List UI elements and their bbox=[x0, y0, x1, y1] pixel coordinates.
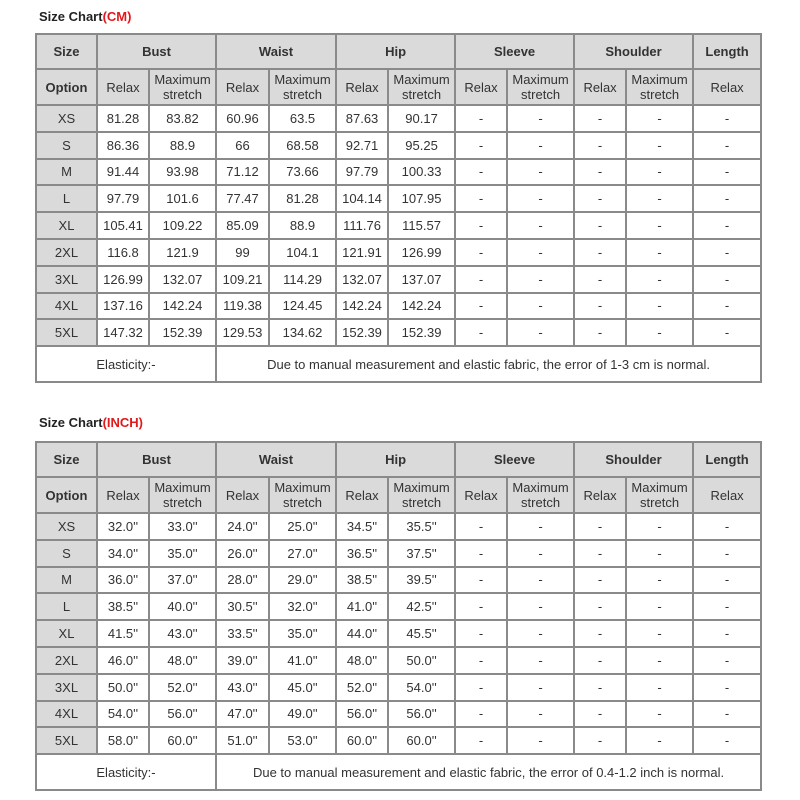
value-cell: - bbox=[626, 319, 693, 346]
value-cell: - bbox=[693, 239, 761, 266]
value-cell: - bbox=[455, 647, 507, 674]
value-cell: 95.25 bbox=[388, 132, 455, 159]
value-cell: 25.0'' bbox=[269, 513, 336, 540]
value-cell: 39.0'' bbox=[216, 647, 269, 674]
value-cell: - bbox=[455, 727, 507, 754]
max-stretch-subheader: Maximum stretch bbox=[626, 477, 693, 513]
size-cell: 3XL bbox=[36, 266, 97, 293]
value-cell: 56.0'' bbox=[149, 701, 216, 728]
value-cell: - bbox=[693, 132, 761, 159]
value-cell: - bbox=[455, 293, 507, 320]
value-cell: 73.66 bbox=[269, 159, 336, 186]
value-cell: 104.1 bbox=[269, 239, 336, 266]
size-cell: 5XL bbox=[36, 727, 97, 754]
value-cell: - bbox=[693, 701, 761, 728]
value-cell: - bbox=[626, 727, 693, 754]
value-cell: - bbox=[626, 132, 693, 159]
value-cell: - bbox=[693, 593, 761, 620]
value-cell: 38.5'' bbox=[336, 567, 388, 594]
relax-subheader: Relax bbox=[216, 477, 269, 513]
value-cell: 32.0'' bbox=[269, 593, 336, 620]
value-cell: 47.0'' bbox=[216, 701, 269, 728]
value-cell: - bbox=[574, 674, 626, 701]
max-stretch-subheader: Maximum stretch bbox=[269, 477, 336, 513]
value-cell: 100.33 bbox=[388, 159, 455, 186]
size-chart-inch-table bbox=[35, 441, 762, 791]
max-stretch-subheader: Maximum stretch bbox=[269, 69, 336, 105]
value-cell: - bbox=[626, 159, 693, 186]
value-cell: 109.22 bbox=[149, 212, 216, 239]
table-row bbox=[36, 266, 761, 293]
value-cell: 33.5'' bbox=[216, 620, 269, 647]
value-cell: 68.58 bbox=[269, 132, 336, 159]
group-header-hip: Hip bbox=[336, 34, 455, 69]
header-row bbox=[36, 442, 761, 477]
value-cell: 115.57 bbox=[388, 212, 455, 239]
value-cell: - bbox=[507, 132, 574, 159]
value-cell: - bbox=[455, 513, 507, 540]
value-cell: - bbox=[455, 567, 507, 594]
value-cell: - bbox=[507, 593, 574, 620]
value-cell: - bbox=[507, 212, 574, 239]
group-header-shoulder: Shoulder bbox=[574, 442, 693, 477]
size-cell: 2XL bbox=[36, 647, 97, 674]
value-cell: 124.45 bbox=[269, 293, 336, 320]
value-cell: 81.28 bbox=[269, 185, 336, 212]
relax-subheader: Relax bbox=[693, 477, 761, 513]
value-cell: - bbox=[574, 701, 626, 728]
title-text: Size Chart bbox=[39, 415, 103, 430]
value-cell: - bbox=[455, 185, 507, 212]
table-row bbox=[36, 293, 761, 320]
value-cell: - bbox=[574, 620, 626, 647]
size-cell: XL bbox=[36, 620, 97, 647]
size-cell: XS bbox=[36, 105, 97, 132]
value-cell: 54.0'' bbox=[388, 674, 455, 701]
group-header-sleeve: Sleeve bbox=[455, 442, 574, 477]
value-cell: 91.44 bbox=[97, 159, 149, 186]
value-cell: - bbox=[455, 674, 507, 701]
group-header-length: Length bbox=[693, 442, 761, 477]
value-cell: 42.5'' bbox=[388, 593, 455, 620]
value-cell: - bbox=[455, 319, 507, 346]
value-cell: 52.0'' bbox=[149, 674, 216, 701]
value-cell: - bbox=[455, 212, 507, 239]
value-cell: 44.0'' bbox=[336, 620, 388, 647]
size-chart-cm-table bbox=[35, 33, 762, 383]
value-cell: - bbox=[693, 212, 761, 239]
value-cell: 49.0'' bbox=[269, 701, 336, 728]
value-cell: - bbox=[574, 185, 626, 212]
table-row bbox=[36, 647, 761, 674]
value-cell: - bbox=[507, 293, 574, 320]
value-cell: - bbox=[626, 513, 693, 540]
value-cell: 121.9 bbox=[149, 239, 216, 266]
value-cell: - bbox=[574, 132, 626, 159]
value-cell: 93.98 bbox=[149, 159, 216, 186]
size-header: Size bbox=[36, 34, 97, 69]
value-cell: - bbox=[626, 620, 693, 647]
value-cell: 60.0'' bbox=[149, 727, 216, 754]
value-cell: - bbox=[455, 593, 507, 620]
value-cell: - bbox=[693, 727, 761, 754]
value-cell: - bbox=[626, 567, 693, 594]
value-cell: 33.0'' bbox=[149, 513, 216, 540]
value-cell: - bbox=[574, 567, 626, 594]
value-cell: 28.0'' bbox=[216, 567, 269, 594]
option-header: Option bbox=[36, 477, 97, 513]
table-row bbox=[36, 513, 761, 540]
size-header: Size bbox=[36, 442, 97, 477]
value-cell: - bbox=[693, 105, 761, 132]
value-cell: 32.0'' bbox=[97, 513, 149, 540]
group-header-waist: Waist bbox=[216, 34, 336, 69]
value-cell: 142.24 bbox=[149, 293, 216, 320]
value-cell: 119.38 bbox=[216, 293, 269, 320]
max-stretch-subheader: Maximum stretch bbox=[149, 69, 216, 105]
group-header-waist: Waist bbox=[216, 442, 336, 477]
value-cell: - bbox=[626, 593, 693, 620]
value-cell: 137.16 bbox=[97, 293, 149, 320]
size-cell: XL bbox=[36, 212, 97, 239]
value-cell: 85.09 bbox=[216, 212, 269, 239]
value-cell: - bbox=[507, 540, 574, 567]
value-cell: - bbox=[507, 567, 574, 594]
value-cell: - bbox=[507, 159, 574, 186]
value-cell: - bbox=[507, 266, 574, 293]
value-cell: 88.9 bbox=[269, 212, 336, 239]
value-cell: 27.0'' bbox=[269, 540, 336, 567]
value-cell: - bbox=[507, 105, 574, 132]
value-cell: - bbox=[626, 701, 693, 728]
measurement-note: Due to manual measurement and elastic fabric, the error of 1-3 cm is normal. bbox=[216, 346, 761, 382]
value-cell: - bbox=[574, 593, 626, 620]
value-cell: 38.5'' bbox=[97, 593, 149, 620]
value-cell: 142.24 bbox=[388, 293, 455, 320]
value-cell: 137.07 bbox=[388, 266, 455, 293]
size-cell: XS bbox=[36, 513, 97, 540]
elasticity-label: Elasticity:- bbox=[36, 346, 216, 382]
value-cell: - bbox=[507, 319, 574, 346]
value-cell: 66 bbox=[216, 132, 269, 159]
table-row bbox=[36, 593, 761, 620]
value-cell: - bbox=[693, 674, 761, 701]
value-cell: - bbox=[507, 647, 574, 674]
group-header-bust: Bust bbox=[97, 442, 216, 477]
table-row bbox=[36, 319, 761, 346]
value-cell: 116.8 bbox=[97, 239, 149, 266]
value-cell: - bbox=[626, 266, 693, 293]
value-cell: 36.0'' bbox=[97, 567, 149, 594]
value-cell: - bbox=[455, 620, 507, 647]
value-cell: - bbox=[507, 727, 574, 754]
value-cell: 30.5'' bbox=[216, 593, 269, 620]
value-cell: - bbox=[507, 620, 574, 647]
value-cell: 58.0'' bbox=[97, 727, 149, 754]
relax-subheader: Relax bbox=[97, 477, 149, 513]
value-cell: - bbox=[455, 266, 507, 293]
size-cell: L bbox=[36, 593, 97, 620]
value-cell: - bbox=[626, 540, 693, 567]
size-cell: S bbox=[36, 540, 97, 567]
value-cell: - bbox=[626, 239, 693, 266]
value-cell: - bbox=[626, 674, 693, 701]
group-header-shoulder: Shoulder bbox=[574, 34, 693, 69]
value-cell: 71.12 bbox=[216, 159, 269, 186]
value-cell: 50.0'' bbox=[97, 674, 149, 701]
value-cell: 46.0'' bbox=[97, 647, 149, 674]
value-cell: 88.9 bbox=[149, 132, 216, 159]
value-cell: 132.07 bbox=[336, 266, 388, 293]
value-cell: 87.63 bbox=[336, 105, 388, 132]
value-cell: 41.5'' bbox=[97, 620, 149, 647]
value-cell: 53.0'' bbox=[269, 727, 336, 754]
value-cell: 83.82 bbox=[149, 105, 216, 132]
subheader-row bbox=[36, 69, 761, 105]
measurement-note: Due to manual measurement and elastic fabric, the error of 0.4-1.2 inch is normal. bbox=[216, 754, 761, 790]
size-cell: S bbox=[36, 132, 97, 159]
relax-subheader: Relax bbox=[97, 69, 149, 105]
table-row bbox=[36, 212, 761, 239]
relax-subheader: Relax bbox=[336, 477, 388, 513]
value-cell: - bbox=[574, 266, 626, 293]
value-cell: 107.95 bbox=[388, 185, 455, 212]
group-header-bust: Bust bbox=[97, 34, 216, 69]
value-cell: 147.32 bbox=[97, 319, 149, 346]
table-row bbox=[36, 159, 761, 186]
size-cell: 3XL bbox=[36, 674, 97, 701]
size-cell: L bbox=[36, 185, 97, 212]
cm-chart-title bbox=[39, 9, 131, 24]
value-cell: - bbox=[626, 105, 693, 132]
value-cell: 60.96 bbox=[216, 105, 269, 132]
elasticity-label: Elasticity:- bbox=[36, 754, 216, 790]
table-row bbox=[36, 674, 761, 701]
value-cell: 126.99 bbox=[388, 239, 455, 266]
value-cell: 142.24 bbox=[336, 293, 388, 320]
value-cell: - bbox=[626, 293, 693, 320]
footer-row bbox=[36, 346, 761, 382]
value-cell: - bbox=[574, 212, 626, 239]
value-cell: - bbox=[693, 319, 761, 346]
value-cell: 152.39 bbox=[149, 319, 216, 346]
value-cell: - bbox=[693, 620, 761, 647]
value-cell: - bbox=[574, 513, 626, 540]
value-cell: 48.0'' bbox=[149, 647, 216, 674]
value-cell: - bbox=[693, 293, 761, 320]
value-cell: 86.36 bbox=[97, 132, 149, 159]
relax-subheader: Relax bbox=[693, 69, 761, 105]
size-cell: 4XL bbox=[36, 293, 97, 320]
value-cell: - bbox=[574, 647, 626, 674]
header-row bbox=[36, 34, 761, 69]
value-cell: 121.91 bbox=[336, 239, 388, 266]
value-cell: - bbox=[507, 513, 574, 540]
value-cell: 132.07 bbox=[149, 266, 216, 293]
value-cell: 152.39 bbox=[336, 319, 388, 346]
value-cell: - bbox=[693, 540, 761, 567]
max-stretch-subheader: Maximum stretch bbox=[388, 477, 455, 513]
value-cell: 37.0'' bbox=[149, 567, 216, 594]
value-cell: 99 bbox=[216, 239, 269, 266]
value-cell: 34.5'' bbox=[336, 513, 388, 540]
value-cell: 24.0'' bbox=[216, 513, 269, 540]
value-cell: 41.0'' bbox=[336, 593, 388, 620]
value-cell: 51.0'' bbox=[216, 727, 269, 754]
table-row bbox=[36, 540, 761, 567]
value-cell: - bbox=[574, 105, 626, 132]
value-cell: - bbox=[693, 647, 761, 674]
value-cell: - bbox=[507, 674, 574, 701]
relax-subheader: Relax bbox=[455, 477, 507, 513]
value-cell: - bbox=[574, 159, 626, 186]
size-cell: M bbox=[36, 159, 97, 186]
value-cell: - bbox=[507, 701, 574, 728]
value-cell: 40.0'' bbox=[149, 593, 216, 620]
value-cell: 35.0'' bbox=[149, 540, 216, 567]
value-cell: 109.21 bbox=[216, 266, 269, 293]
value-cell: 101.6 bbox=[149, 185, 216, 212]
value-cell: 60.0'' bbox=[388, 727, 455, 754]
table-row bbox=[36, 185, 761, 212]
value-cell: 29.0'' bbox=[269, 567, 336, 594]
value-cell: 56.0'' bbox=[388, 701, 455, 728]
value-cell: 35.5'' bbox=[388, 513, 455, 540]
value-cell: 35.0'' bbox=[269, 620, 336, 647]
value-cell: 37.5'' bbox=[388, 540, 455, 567]
table-row bbox=[36, 132, 761, 159]
value-cell: 63.5 bbox=[269, 105, 336, 132]
value-cell: - bbox=[455, 540, 507, 567]
max-stretch-subheader: Maximum stretch bbox=[507, 477, 574, 513]
value-cell: 26.0'' bbox=[216, 540, 269, 567]
value-cell: - bbox=[574, 727, 626, 754]
unit-label: (CM) bbox=[102, 9, 132, 24]
value-cell: 90.17 bbox=[388, 105, 455, 132]
value-cell: 97.79 bbox=[97, 185, 149, 212]
group-header-hip: Hip bbox=[336, 442, 455, 477]
value-cell: 92.71 bbox=[336, 132, 388, 159]
value-cell: 111.76 bbox=[336, 212, 388, 239]
value-cell: 97.79 bbox=[336, 159, 388, 186]
relax-subheader: Relax bbox=[455, 69, 507, 105]
value-cell: - bbox=[626, 185, 693, 212]
value-cell: 126.99 bbox=[97, 266, 149, 293]
value-cell: 114.29 bbox=[269, 266, 336, 293]
value-cell: - bbox=[455, 159, 507, 186]
value-cell: 60.0'' bbox=[336, 727, 388, 754]
value-cell: 43.0'' bbox=[216, 674, 269, 701]
value-cell: - bbox=[693, 159, 761, 186]
value-cell: 45.5'' bbox=[388, 620, 455, 647]
relax-subheader: Relax bbox=[216, 69, 269, 105]
footer-row bbox=[36, 754, 761, 790]
max-stretch-subheader: Maximum stretch bbox=[626, 69, 693, 105]
option-header: Option bbox=[36, 69, 97, 105]
group-header-sleeve: Sleeve bbox=[455, 34, 574, 69]
value-cell: - bbox=[455, 105, 507, 132]
value-cell: - bbox=[574, 239, 626, 266]
value-cell: 77.47 bbox=[216, 185, 269, 212]
value-cell: - bbox=[507, 185, 574, 212]
value-cell: - bbox=[574, 319, 626, 346]
value-cell: 50.0'' bbox=[388, 647, 455, 674]
value-cell: 45.0'' bbox=[269, 674, 336, 701]
value-cell: - bbox=[455, 701, 507, 728]
table-row bbox=[36, 620, 761, 647]
value-cell: - bbox=[693, 567, 761, 594]
subheader-row bbox=[36, 477, 761, 513]
table-row bbox=[36, 567, 761, 594]
value-cell: 48.0'' bbox=[336, 647, 388, 674]
table-row bbox=[36, 701, 761, 728]
value-cell: 52.0'' bbox=[336, 674, 388, 701]
value-cell: - bbox=[507, 239, 574, 266]
title-text: Size Chart bbox=[39, 9, 103, 24]
value-cell: 134.62 bbox=[269, 319, 336, 346]
table-row bbox=[36, 727, 761, 754]
table-row bbox=[36, 105, 761, 132]
value-cell: - bbox=[693, 266, 761, 293]
value-cell: 39.5'' bbox=[388, 567, 455, 594]
value-cell: 105.41 bbox=[97, 212, 149, 239]
max-stretch-subheader: Maximum stretch bbox=[149, 477, 216, 513]
value-cell: - bbox=[574, 293, 626, 320]
value-cell: - bbox=[626, 212, 693, 239]
value-cell: - bbox=[626, 647, 693, 674]
value-cell: 41.0'' bbox=[269, 647, 336, 674]
size-cell: 2XL bbox=[36, 239, 97, 266]
group-header-length: Length bbox=[693, 34, 761, 69]
max-stretch-subheader: Maximum stretch bbox=[388, 69, 455, 105]
unit-label: (INCH) bbox=[102, 415, 144, 430]
value-cell: 43.0'' bbox=[149, 620, 216, 647]
value-cell: 36.5'' bbox=[336, 540, 388, 567]
size-cell: 5XL bbox=[36, 319, 97, 346]
value-cell: 34.0'' bbox=[97, 540, 149, 567]
value-cell: 104.14 bbox=[336, 185, 388, 212]
size-cell: 4XL bbox=[36, 701, 97, 728]
value-cell: 152.39 bbox=[388, 319, 455, 346]
value-cell: 54.0'' bbox=[97, 701, 149, 728]
value-cell: 129.53 bbox=[216, 319, 269, 346]
table-row bbox=[36, 239, 761, 266]
value-cell: 56.0'' bbox=[336, 701, 388, 728]
value-cell: - bbox=[455, 132, 507, 159]
max-stretch-subheader: Maximum stretch bbox=[507, 69, 574, 105]
value-cell: - bbox=[693, 513, 761, 540]
relax-subheader: Relax bbox=[336, 69, 388, 105]
inch-chart-title bbox=[39, 415, 143, 430]
value-cell: - bbox=[455, 239, 507, 266]
value-cell: - bbox=[574, 540, 626, 567]
value-cell: 81.28 bbox=[97, 105, 149, 132]
relax-subheader: Relax bbox=[574, 477, 626, 513]
value-cell: - bbox=[693, 185, 761, 212]
relax-subheader: Relax bbox=[574, 69, 626, 105]
size-cell: M bbox=[36, 567, 97, 594]
